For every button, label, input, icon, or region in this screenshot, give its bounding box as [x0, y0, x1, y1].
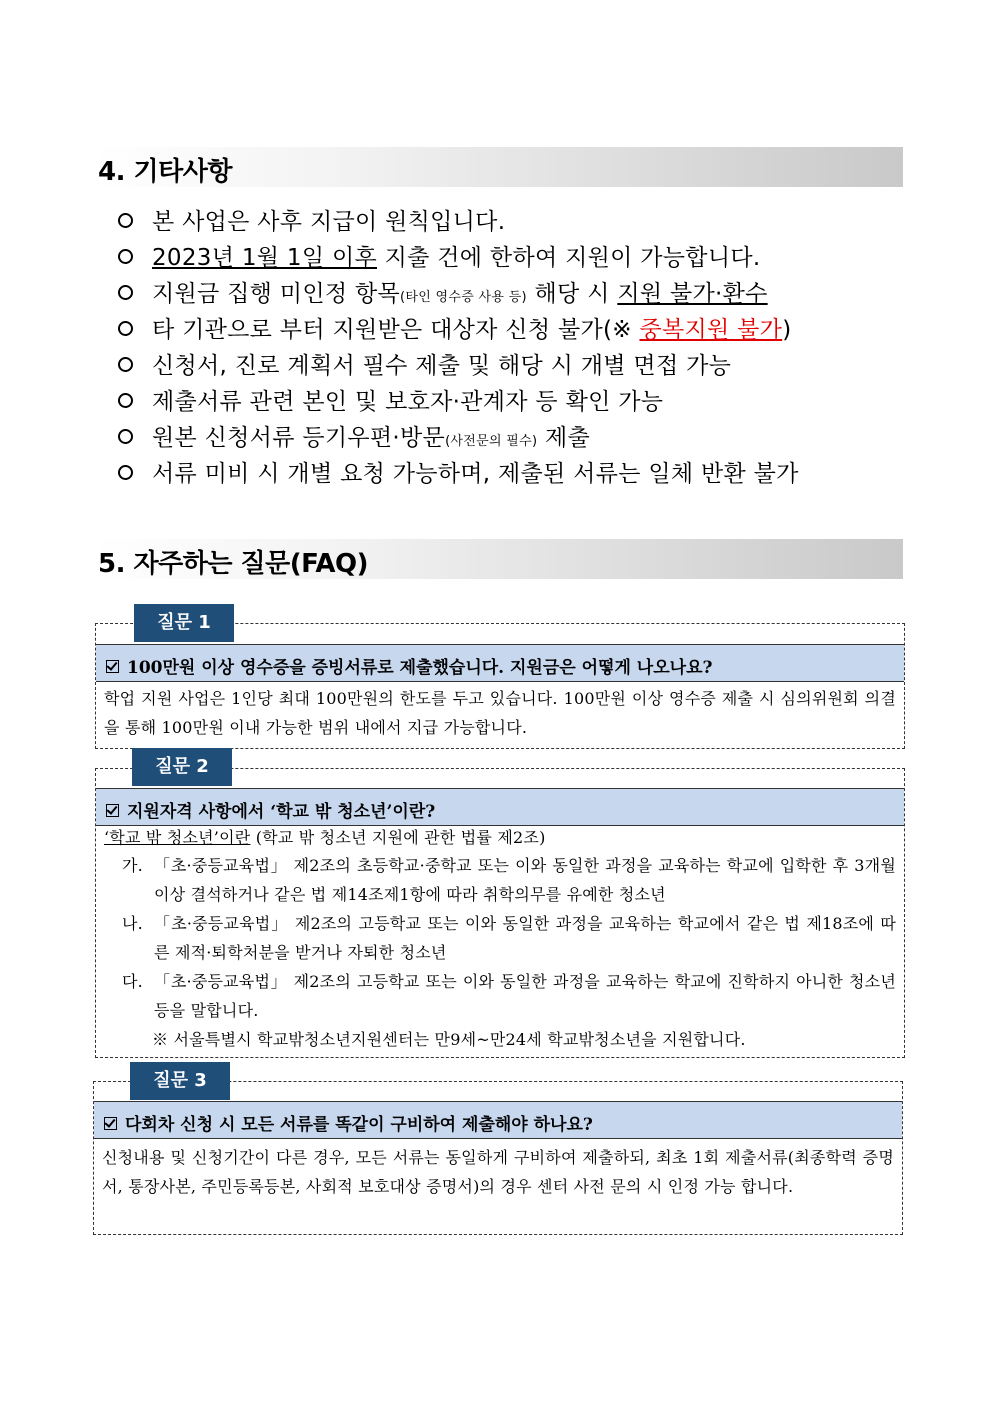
notice-item: 본 사업은 사후 지급이 원칙입니다.: [118, 204, 918, 240]
checkbox-icon: [106, 804, 119, 817]
section-5-header: [94, 539, 903, 579]
notice-item: 2023년 1월 1일 이후 지출 건에 한하여 지원이 가능합니다.: [118, 240, 918, 276]
circle-bullet-icon: [118, 213, 133, 228]
notice-item: 지원금 집행 미인정 항목(타인 영수증 사용 등) 해당 시 지원 불가·환수: [118, 276, 918, 312]
faq-question-2: 지원자격 사항에서 ‘학교 밖 청소년’이란?: [96, 788, 904, 826]
faq-answer-3: 신청내용 및 신청기간이 다른 경우, 모든 서류는 동일하게 구비하여 제출하되, 최초 1회 제출서류(최종학력 증명서, 통장사본, 주민등록등본, 사회적 보호대상 증명서)의 경우 센터 사전 문의 시 인정 가능 합니다.: [102, 1148, 894, 1196]
circle-bullet-icon: [118, 357, 133, 372]
circle-bullet-icon: [118, 465, 133, 480]
faq-answer-1: 학업 지원 사업은 1인당 최대 100만원의 한도를 두고 있습니다. 100만원 이상 영수증 제출 시 심의위원회 의결을 통해 100만원 이내 가능한 범위 내에서 지급 가능합니다.: [104, 689, 896, 737]
section-4-title: 4. 기타사항: [98, 157, 232, 187]
circle-bullet-icon: [118, 321, 133, 336]
notice-list: [118, 204, 918, 492]
faq-tab-1: 질문 1: [134, 604, 234, 642]
section-4-header: [94, 147, 903, 187]
definition-item: 가. 「초·중등교육법」 제2조의 초등학교·중학교 또는 이와 동일한 과정을 교육하는 학교에 입학한 후 3개월 이상 결석하거나 같은 법 제14조제1항에 따라 취학의무를 유예한 청소년: [122, 856, 896, 904]
faq-question-3: 다회차 신청 시 모든 서류를 똑같이 구비하여 제출해야 하나요?: [94, 1101, 902, 1139]
circle-bullet-icon: [118, 429, 133, 444]
circle-bullet-icon: [118, 393, 133, 408]
faq-tab-2: 질문 2: [132, 748, 232, 786]
notice-item: 제출서류 관련 본인 및 보호자·관계자 등 확인 가능: [118, 384, 918, 420]
circle-bullet-icon: [118, 285, 133, 300]
notice-item: 원본 신청서류 등기우편·방문(사전문의 필수) 제출: [118, 420, 918, 456]
checkbox-icon: [104, 1117, 117, 1130]
section-5-title: 5. 자주하는 질문(FAQ): [98, 549, 369, 579]
notice-item: 서류 미비 시 개별 요청 가능하며, 제출된 서류는 일체 반환 불가: [118, 456, 918, 492]
checkbox-icon: [106, 660, 119, 673]
faq-question-1: 100만원 이상 영수증을 증빙서류로 제출했습니다. 지원금은 어떻게 나오나요?: [96, 644, 904, 682]
notice-item: 신청서, 진로 계획서 필수 제출 및 해당 시 개별 면접 가능: [118, 348, 918, 384]
faq-tab-3: 질문 3: [130, 1062, 230, 1100]
definition-item: 다. 「초·중등교육법」 제2조의 고등학교 또는 이와 동일한 과정을 교육하는 학교에 진학하지 아니한 청소년 등을 말합니다.: [122, 972, 896, 1020]
faq-box-3: [93, 1081, 903, 1235]
faq-answer-2: [104, 825, 896, 1054]
notice-item: 타 기관으로 부터 지원받은 대상자 신청 불가(※ 중복지원 불가): [118, 312, 918, 348]
definition-line: ‘학교 밖 청소년’이란 (학교 밖 청소년 지원에 관한 법률 제2조): [104, 828, 546, 847]
note: ※ 서울특별시 학교밖청소년지원센터는 만9세~만24세 학교밖청소년을 지원합니다.: [152, 1030, 746, 1049]
faq-box-2: [95, 768, 905, 1058]
definition-item: 나. 「초·중등교육법」 제2조의 고등학교 또는 이와 동일한 과정을 교육하는 학교에서 같은 법 제18조에 따른 제적·퇴학처분을 받거나 자퇴한 청소년: [122, 914, 896, 962]
circle-bullet-icon: [118, 249, 133, 264]
